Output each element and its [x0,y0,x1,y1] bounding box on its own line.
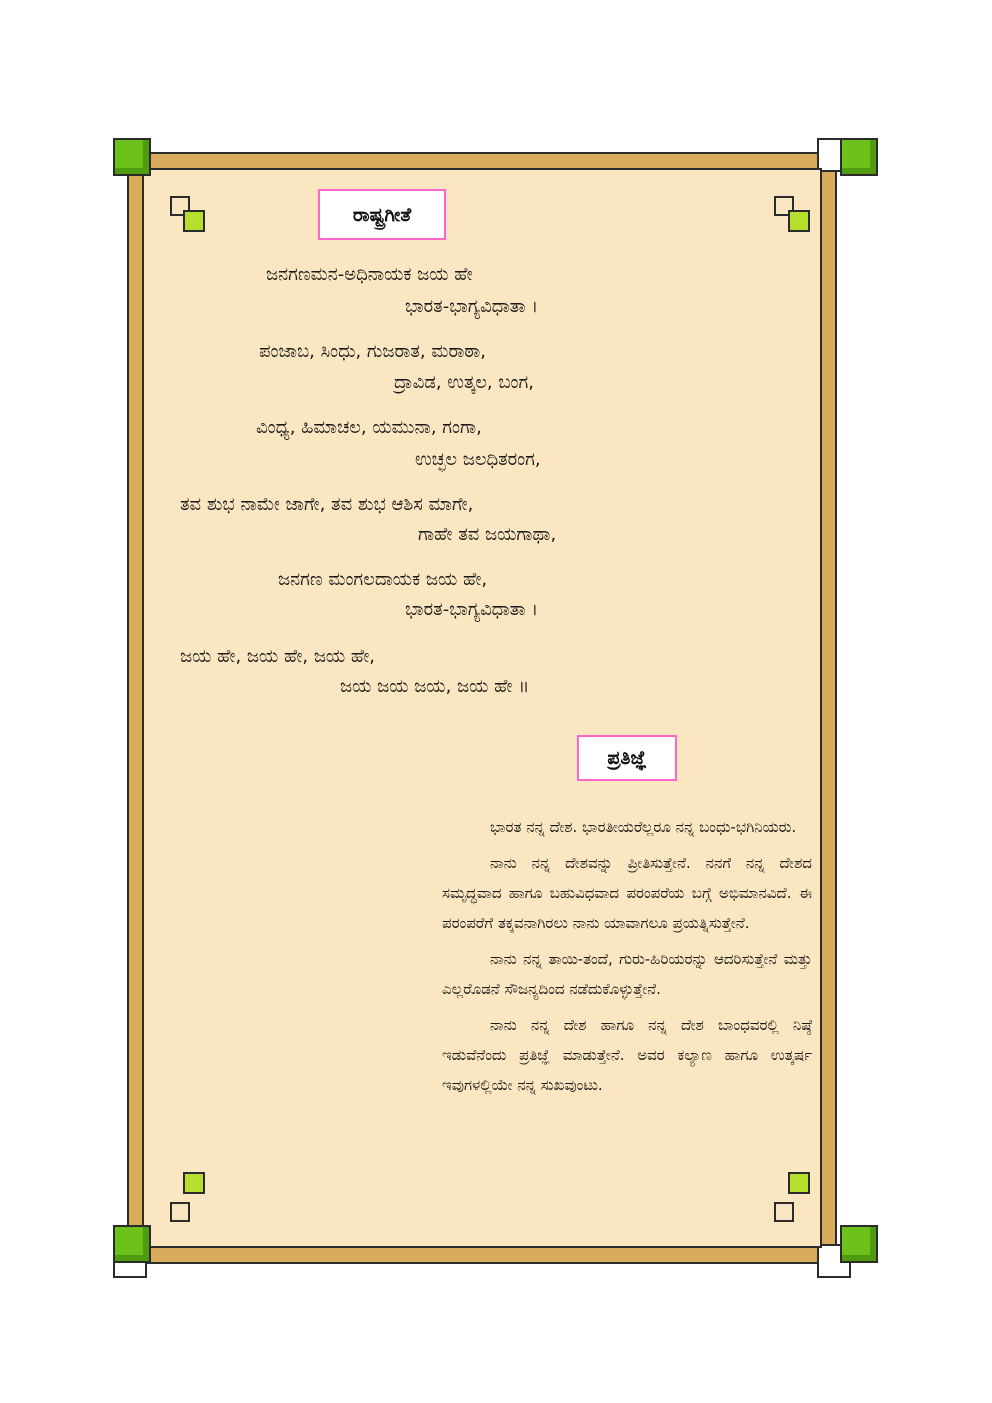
green-corner-square-top-left [113,138,151,176]
anthem-line-2: ಭಾರತ-ಭಾಗ್ಯವಿಧಾತಾ । [405,296,539,317]
anthem-line-12: ಜಯ ಜಯ ಜಯ, ಜಯ ಹೇ ॥ [340,676,530,697]
anthem-line-4: ದ್ರಾವಿಡ, ಉತ್ಕಲ, ಬಂಗ, [394,372,534,393]
lime-square-bottom-right [788,1172,810,1194]
lime-square-bottom-left [183,1172,205,1194]
pledge-paragraph-4: ನಾನು ನನ್ನ ದೇಶ ಹಾಗೂ ನನ್ನ ದೇಶ ಬಾಂಧವರಲ್ಲಿ ನಿಷ್ಠೆ ಇಡುವೆನೆಂದು ಪ್ರತಿಜ್ಞೆ ಮಾಡುತ್ತೇನೆ. ಅವರ ಕಲ್ಯಾಣ ಹಾಗೂ ಉತ್ಕರ್ಷ ಇವುಗಳಲ್ಲಿಯೇ ನನ್ನ ಸುಖವುಂಟು. [442,1016,812,1094]
anthem-line-1: ಜನಗಣಮನ-ಅಧಿನಾಯಕ ಜಯ ಹೇ [266,264,473,285]
anthem-line-8: ಗಾಹೇ ತವ ಜಯಗಾಥಾ, [418,524,557,545]
inner-corner-notch-bottom-left [170,1202,190,1222]
anthem-title: ರಾಷ್ಟ್ರಗೀತೆ [318,189,446,240]
lime-square-top-left [183,210,205,232]
anthem-line-6: ಉಚ್ಛಲ ಜಲಧಿತರಂಗ, [415,449,541,470]
anthem-line-5: ವಿಂಧ್ಯ, ಹಿಮಾಚಲ, ಯಮುನಾ, ಗಂಗಾ, [256,417,482,438]
pledge-body [442,812,812,1106]
pledge-paragraph-2: ನಾನು ನನ್ನ ದೇಶವನ್ನು ಪ್ರೀತಿಸುತ್ತೇನೆ. ನನಗೆ ನನ್ನ ದೇಶದ ಸಮೃದ್ಧವಾದ ಹಾಗೂ ಬಹುವಿಧವಾದ ಪರಂಪರೆಯ ಬಗ್ಗೆ ಅಭಿಮಾನವಿದೆ. ಈ ಪರಂಪರೆಗೆ ತಕ್ಕವನಾಗಿರಲು ನಾನು ಯಾವಾಗಲೂ ಪ್ರಯತ್ನಿಸುತ್ತೇನೆ. [442,854,812,932]
anthem-line-9: ಜನಗಣ ಮಂಗಲದಾಯಕ ಜಯ ಹೇ, [278,569,488,590]
lime-square-top-right [788,210,810,232]
anthem-line-11: ಜಯ ಹೇ, ಜಯ ಹೇ, ಜಯ ಹೇ, [180,646,376,667]
anthem-line-7: ತವ ಶುಭ ನಾಮೇ ಜಾಗೇ, ತವ ಶುಭ ಆಶಿಸ ಮಾಗೇ, [180,494,474,515]
green-corner-square-bottom-right [840,1225,878,1263]
anthem-line-3: ಪಂಜಾಬ, ಸಿಂಧು, ಗುಜರಾತ, ಮರಾಠಾ, [259,341,486,362]
green-corner-square-bottom-left [113,1225,151,1263]
anthem-line-10: ಭಾರತ-ಭಾಗ್ಯವಿಧಾತಾ । [405,599,539,620]
green-corner-square-top-right [840,138,878,176]
pledge-title: ಪ್ರತಿಜ್ಞೆ [577,735,677,781]
inner-corner-notch-bottom-right [774,1202,794,1222]
pledge-paragraph-3: ನಾನು ನನ್ನ ತಾಯಿ-ತಂದೆ, ಗುರು-ಹಿರಿಯರನ್ನು ಆದರಿಸುತ್ತೇನೆ ಮತ್ತು ಎಲ್ಲರೊಡನೆ ಸೌಜನ್ಯದಿಂದ ನಡೆದುಕೊಳ್ಳುತ್ತೇನೆ. [442,950,812,998]
pledge-paragraph-1: ಭಾರತ ನನ್ನ ದೇಶ. ಭಾರತೀಯರೆಲ್ಲರೂ ನನ್ನ ಬಂಧು-ಭಗಿನಿಯರು. [490,818,797,836]
